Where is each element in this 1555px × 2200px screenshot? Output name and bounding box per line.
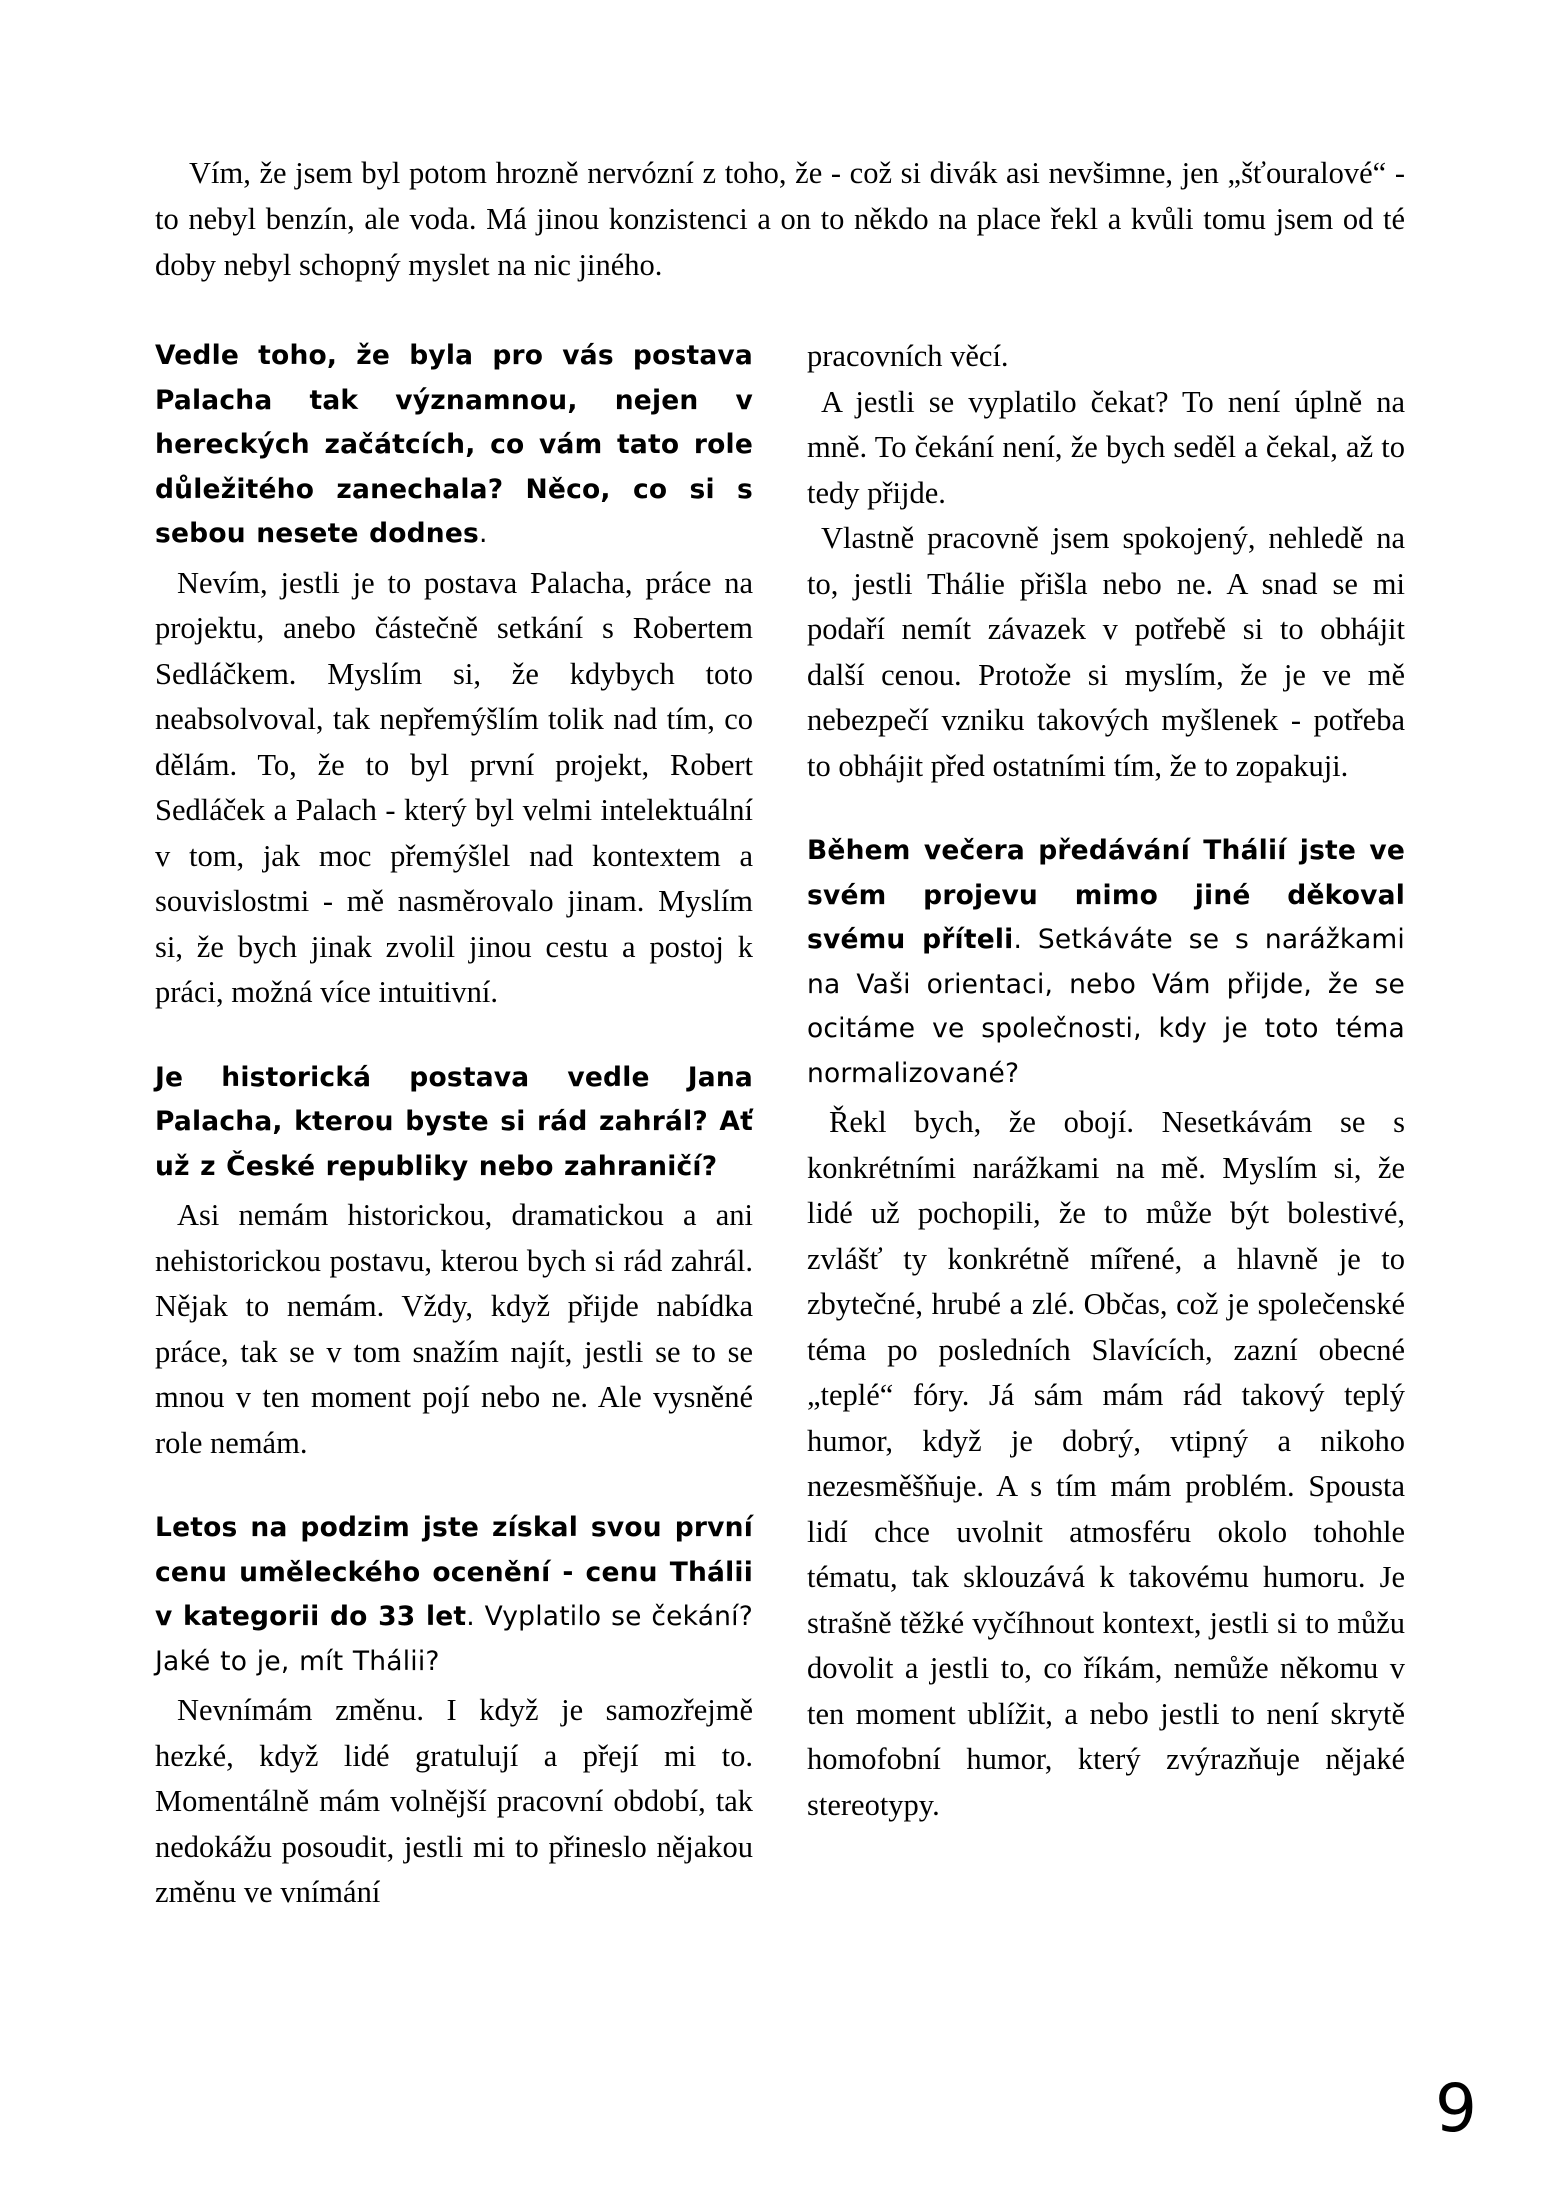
question-heading-2-text: Je historická postava vedle Jana Palacha, kterou byste si rád zahrál? Ať už z České republiky nebo zahraničí?: [155, 1061, 753, 1182]
answer-paragraph-1: Nevím, jestli je to postava Palacha, práce na projektu, anebo částečně setkání s Robertem Sedláčkem. Myslím si, že kdybych toto neabsolvoval, tak nepřemýšlím tolik nad tím, co dělám. To, že to byl první projekt, Robert Sedláček a Palach - který byl velmi intelektuální v tom, jak moc přemýšlel nad kontextem a souvislostmi - mě nasměrovalo jinam. Myslím si, že bych jinak zvolil jinou cestu a postoj k práci, možná více intuitivní.: [155, 565, 753, 1009]
left-column: [155, 334, 753, 1916]
question-heading-4: [807, 829, 1405, 1096]
answer-paragraph-6: Řekl bych, že obojí. Nesetkávám se s konkrétními narážkami na mě. Myslím si, že lidé už pochopili, že to může být bolestivé, zvlášť ty konkrétně mířené, a hlavně je to zbytečné, hrubé a zlé. Občas, což je společenské téma po posledních Slavících, zazní obecné „teplé“ fóry. Já sám mám rád takový teplý humor, když je dobrý, vtipný a nikoho nezesměšňuje. A s tím mám problém. Spousta lidí chce uvolnit atmosféru okolo tohohle tématu, tak sklouzává k takovému humoru. Je strašně těžké vyčíhnout kontext, jestli si to můžu dovolit a jestli to, co říkám, nemůže někomu v ten moment ublížit, a nebo jestli to není skrytě homofobní humor, který zvýrazňuje nějaké stereotypy.: [807, 1105, 1405, 1822]
answer-paragraph-5: Vlastně pracovně jsem spokojený, nehledě na to, jestli Thálie přišla nebo ne. A snad se mi podaří nemít závazek v potřebě si to obhájit další cenou. Protože si myslím, že je ve mě nebezpečí vzniku takových myšlenek - potřeba to obhájit před ostatními tím, že to zopakuji.: [807, 521, 1405, 783]
right-column: [807, 334, 1405, 1916]
question-heading-4-text: Během večera předávání Thálií jste ve svém projevu mimo jiné děkoval svému příteli: [807, 835, 1405, 955]
question-heading-3-trailing-normal: . Vyplatilo se čekání? Jaké to je, mít Thálii?: [155, 1601, 753, 1677]
intro-paragraph: Vím, že jsem byl potom hrozně nervózní z toho, že - což si divák asi nevšimne, jen „šťouralové“ - to nebyl benzín, ale voda. Má jinou konzistenci a on to někdo na place řekl a kvůli tomu jsem od té doby nebyl schopný myslet na nic jiného.: [155, 156, 1405, 282]
question-heading-2: [155, 1056, 753, 1190]
question-heading-1-trailing: .: [479, 518, 488, 549]
answer-continuation: pracovních věcí.: [807, 339, 1009, 373]
question-heading-3: [155, 1506, 753, 1684]
question-heading-4-trailing-normal: . Setkáváte se s narážkami na Vaši orientaci, nebo Vám přijde, že se ocitáme ve společnosti, kdy je toto téma normalizované?: [807, 924, 1405, 1089]
question-heading-1: [155, 334, 753, 557]
question-heading-1-text: Vedle toho, že byla pro vás postava Palacha tak významnou, nejen v hereckých začátcích, co vám tato role důležitého zanechala? Něco, co si s sebou nesete dodnes: [155, 340, 753, 549]
question-heading-3-text: Letos na podzim jste získal svou první cenu uměleckého ocenění - cenu Thálii v kategorii do 33 let: [155, 1512, 753, 1632]
page-number: 9: [1435, 2070, 1477, 2147]
two-column-body: [155, 334, 1405, 1916]
answer-paragraph-3: Nevnímám změnu. I když je samozřejmě hezké, když lidé gratulují a přejí mi to. Momentálně mám volnější pracovní období, tak nedokážu posoudit, jestli mi to přineslo nějakou změnu ve vnímání: [155, 1693, 753, 1909]
answer-paragraph-4: A jestli se vyplatilo čekat? To není úplně na mně. To čekání není, že bych seděl a čekal, až to tedy přijde.: [807, 384, 1405, 510]
answer-paragraph-2: Asi nemám historickou, dramatickou a ani nehistorickou postavu, kterou bych si rád zahrál. Nějak to nemám. Vždy, když přijde nabídka práce, tak se v tom snažím najít, jestli se to se mnou v ten moment pojí nebo ne. Ale vysněné role nemám.: [155, 1198, 753, 1460]
page-content: [155, 150, 1405, 1916]
